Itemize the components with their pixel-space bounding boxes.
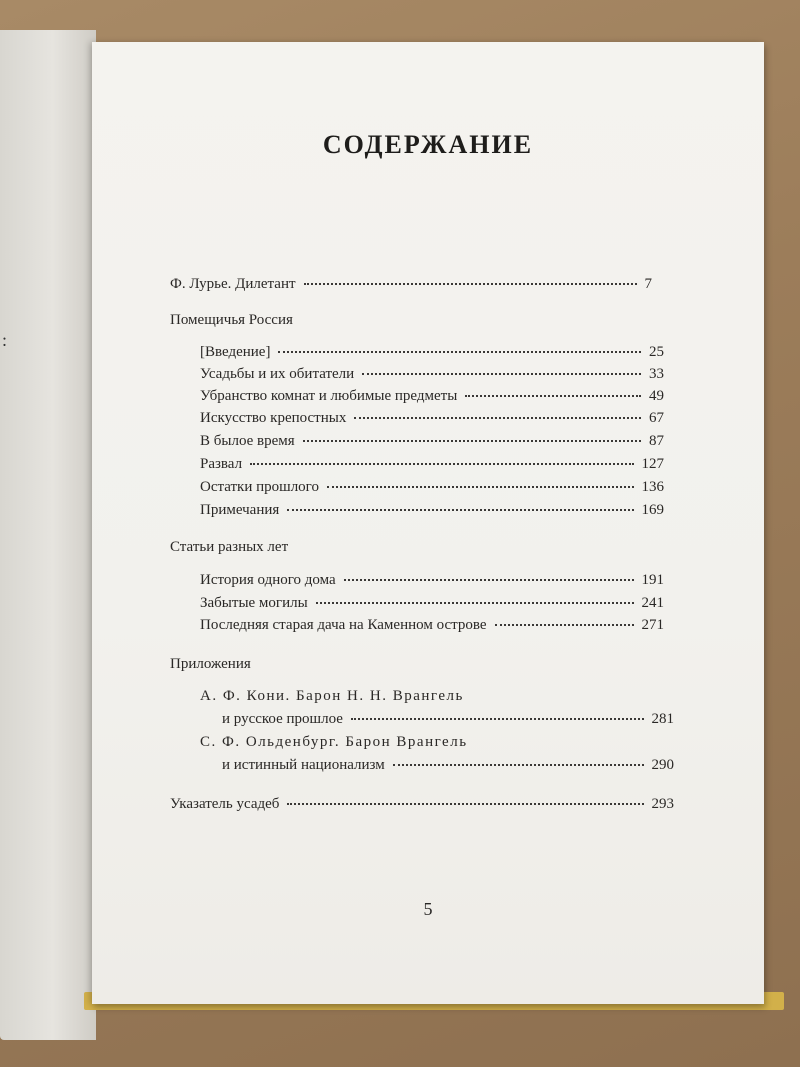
toc-entry-page: 7 xyxy=(644,276,652,292)
toc-entry-page: 127 xyxy=(641,456,664,472)
toc-entry-label: Примечания xyxy=(200,502,280,518)
leader-dots xyxy=(316,602,634,604)
toc-entry-intro[interactable] xyxy=(200,342,664,362)
toc-entry-istoriya[interactable] xyxy=(200,570,664,590)
toc-entry-label: Указатель усадеб xyxy=(170,796,280,812)
leader-dots xyxy=(362,373,641,375)
section-heading-articles: Статьи разных лет xyxy=(170,539,289,555)
toc-entry-iskusstvo[interactable] xyxy=(200,408,664,428)
toc-entry-page: 87 xyxy=(649,433,664,449)
leader-dots xyxy=(344,579,634,581)
toc-entry-ukazatel[interactable] xyxy=(170,794,674,814)
toc-entry-page: 33 xyxy=(649,366,664,382)
leader-dots xyxy=(354,417,641,419)
toc-entry-label: Убранство комнат и любимые предметы xyxy=(200,388,458,404)
toc-entry-byloe[interactable] xyxy=(200,431,664,451)
leader-dots xyxy=(250,463,633,465)
toc-entry-page: 169 xyxy=(641,502,664,518)
toc-entry-lurie[interactable] xyxy=(170,274,652,294)
toc-entry-razval[interactable] xyxy=(200,454,664,474)
leader-dots xyxy=(327,486,634,488)
leader-dots xyxy=(495,624,634,626)
leader-dots xyxy=(287,803,643,805)
toc-entry-label: В былое время xyxy=(200,433,295,449)
toc-entry-label: Усадьбы и их обитатели xyxy=(200,366,355,382)
toc-entry-page: 67 xyxy=(649,410,664,426)
toc-entry-label: [Введение] xyxy=(200,344,271,360)
toc-entry-ubranstvo[interactable] xyxy=(200,386,664,406)
toc-entry-primechaniya[interactable] xyxy=(200,500,664,520)
toc-entry-page: 271 xyxy=(641,617,664,633)
toc-entry-label: Последняя старая дача на Каменном острове xyxy=(200,617,487,633)
toc-entry-label: и истинный национализм xyxy=(222,757,385,773)
leader-dots xyxy=(303,440,641,442)
toc-entry-label: Остатки прошлого xyxy=(200,479,319,495)
toc-entry-mogily[interactable] xyxy=(200,593,664,613)
toc-entry-page: 25 xyxy=(649,344,664,360)
contents-page xyxy=(92,42,764,1004)
page-title: СОДЕРЖАНИЕ xyxy=(322,130,534,159)
toc-entry-ostatki[interactable] xyxy=(200,477,664,497)
toc-entry-dacha[interactable] xyxy=(200,615,664,635)
toc-entry-page: 290 xyxy=(651,757,674,773)
toc-entry-page: 241 xyxy=(641,595,664,611)
toc-entry-page: 281 xyxy=(651,711,674,727)
leader-dots xyxy=(393,764,644,766)
leader-dots xyxy=(287,509,633,511)
leader-dots xyxy=(304,283,637,285)
toc-entry-label: и русское прошлое xyxy=(222,711,343,727)
toc-entry-page: 49 xyxy=(649,388,664,404)
toc-entry-label: История одного дома xyxy=(200,572,336,588)
toc-entry-usadby[interactable] xyxy=(200,364,664,384)
toc-entry-label: Развал xyxy=(200,456,243,472)
toc-entry-oldenburg[interactable] xyxy=(222,755,674,775)
page-number: 5 xyxy=(423,899,433,919)
left-page xyxy=(0,30,96,1040)
toc-entry-page: 191 xyxy=(641,572,664,588)
section-heading-appendices: Приложения xyxy=(170,656,251,672)
left-page-marks: : xyxy=(2,330,8,350)
toc-entry-label: Искусство крепостных xyxy=(200,410,347,426)
toc-entry-koni-line1: А. Ф. Кони. Барон Н. Н. Врангель xyxy=(200,688,464,704)
toc-entry-label: Ф. Лурье. Дилетант xyxy=(170,276,296,292)
toc-entry-oldenburg-line1: С. Ф. Ольденбург. Барон Врангель xyxy=(200,734,468,750)
toc-entry-label: Забытые могилы xyxy=(200,595,308,611)
toc-entry-koni[interactable] xyxy=(222,709,674,729)
section-heading-landowner-russia: Помещичья Россия xyxy=(170,312,293,328)
toc-entry-page: 136 xyxy=(641,479,664,495)
toc-entry-page: 293 xyxy=(651,796,674,812)
leader-dots xyxy=(278,351,641,353)
leader-dots xyxy=(465,395,641,397)
leader-dots xyxy=(351,718,644,720)
